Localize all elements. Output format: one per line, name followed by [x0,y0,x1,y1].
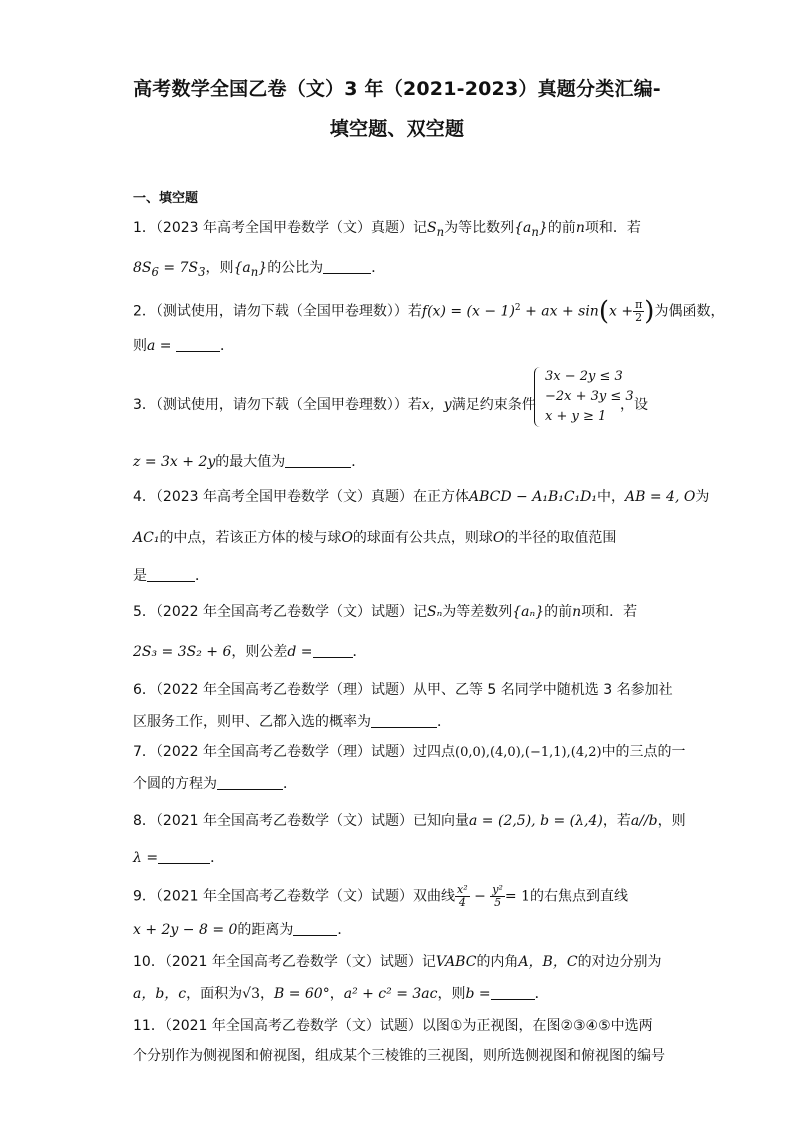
q3-line2-end: ． [351,454,366,470]
q7-text-b: 中的三点的一 [601,744,686,760]
q5-line2-d: d = [287,644,313,660]
question-4-line3 [133,566,209,586]
q4-cube: ABCD − A₁B₁C₁D₁ [469,489,598,505]
question-10-line2 [133,984,549,1004]
constraint-system [534,367,634,427]
question-6-line2 [133,712,451,732]
q8-vectors: a = (2,5), b = (λ,4) [469,813,603,829]
q4-line2-ac: AC₁ [133,530,160,546]
q9-four: 4 [458,896,466,909]
q4-line2-o2: O [492,530,505,546]
q5-seq: {aₙ} [512,604,545,620]
q7-prefix: 7．（2022 年全国高考乙卷数学（理）试题）过四点 [133,744,455,760]
q3-line2-eq: z = 3x + 2y [133,454,216,470]
question-3-line2 [133,452,365,472]
q9-line2-eq: x + 2y − 8 = 0 [133,922,238,938]
q3-text-c: ，设 [620,397,648,413]
q2-expr1: (x) = (x − 1) [427,303,515,320]
q1-seq-end: } [538,220,548,236]
q1-eq-sub6: 6 [151,264,159,279]
q5-prefix: 5．（2022 年全国高考乙卷数学（文）试题）记 [133,604,427,620]
q4-line2-c: 的球面有公共点，则球 [352,530,493,546]
answer-blank[interactable] [323,259,371,274]
q2-expr2: + ax + sin [520,303,599,320]
constraint-1: 3x − 2y ≤ 3 [545,369,623,384]
q9-five: 5 [494,896,502,909]
q4-prefix: 4．（2023 年高考全国甲卷数学（文）真题）在正方体 [133,489,469,505]
q11-text: 11．（2021 年全国高考乙卷数学（文）试题）以图①为正视图，在图②③④⑤中选两 [133,1018,653,1034]
q1-line2-b: ，则 [205,260,234,276]
section-heading: 一、填空题 [133,191,199,206]
q2-paren-open: ( [598,296,609,327]
question-8-line2 [133,848,224,868]
q10-line2-c: ， [259,986,274,1002]
constraint-3: x + y ≥ 1 [545,409,607,424]
q2-f: f [421,303,428,320]
answer-blank[interactable] [293,921,337,936]
q4-line3-a: 是 [133,568,147,584]
q7-points: (0,0),(4,0),(−1,1),(4,2) [455,745,602,760]
q5-line2-b: ，则公差 [231,644,288,660]
q1-line2-end: ． [371,260,386,276]
q10-b-eq: b = [465,986,491,1002]
q2-prefix: 2．（测试使用，请勿下载（全国甲卷理数））若 [133,303,422,320]
q10-angles: A，B，C [518,954,578,970]
q1-line2-c: 的公比为 [267,260,324,276]
q10-area: √3 [242,986,260,1002]
q10-text-c: 的对边分别为 [577,954,662,970]
question-7-line2 [133,774,297,794]
q1-line2-seq: {a [233,260,251,276]
answer-blank[interactable] [147,567,195,582]
question-6-line1 [133,680,673,700]
q6-line2-end: ． [437,714,451,730]
answer-blank[interactable] [371,713,437,728]
question-1-line1 [133,218,641,242]
question-5-line1 [133,602,637,622]
q3-prefix: 3．（测试使用，请勿下载（全国甲卷理数））若 [133,397,422,413]
q2-paren-close: ) [644,296,655,327]
q1-line2-seq-end: } [258,260,268,276]
q6-text: 6．（2022 年全国高考乙卷数学（理）试题）从甲、乙等 5 名同学中随机选 3 名参加社 [133,682,673,698]
q4-line2-d: 的半径的取值范围 [504,530,617,546]
question-3-line1 [133,395,536,415]
q9-y2: y² [492,883,503,896]
q8-parallel: a//b [630,813,658,829]
q5-line2-eq: 2S₃ = 3S₂ + 6 [133,644,232,660]
q2-expr3: x + [608,303,634,320]
question-4-line1 [133,487,709,507]
q5-text-d: 项和．若 [581,604,638,620]
q4-text-c: 为 [695,489,710,505]
q5-text-c: 的前 [544,604,573,620]
question-7-line1 [133,742,686,763]
q1-subscript: n [436,224,445,239]
q9-x2: x² [457,883,468,896]
q4-eq: AB = 4, O [625,489,696,505]
q5-line2-end: ． [352,644,367,660]
q7-line2-a: 个圆的方程为 [133,776,217,792]
q4-line3-end: ． [195,568,209,584]
q1-line2-seq-sub: n [250,264,259,279]
q3-line2-b: 的最大值为 [215,454,286,470]
question-9-line2 [133,920,351,940]
q10-line2-b: ，面积为 [186,986,243,1002]
page-title-line2: 填空题、双空题 [329,118,465,140]
q10-sides: a，b，c [133,986,187,1002]
answer-blank[interactable] [285,453,351,468]
q2-two: 2 [635,311,643,325]
q2-line2-eq: a = [147,338,172,354]
q2-square: 2 [514,303,521,313]
q8-text-b: ，若 [602,813,631,829]
q9-eq1: = 1 [504,888,530,905]
q5-n: n [572,604,582,620]
q1-seq: {a [514,220,532,236]
q9-frac-x [455,884,470,909]
q9-text-b: 的右焦点到直线 [529,888,628,905]
q10-line2-e: ，则 [437,986,466,1002]
q10-line2-end: ． [534,986,549,1002]
question-11-line1 [133,1016,653,1036]
q1-eq-b: = 7S [158,260,199,276]
q6-line2-a: 区服务工作，则甲、乙都入选的概率为 [133,714,371,730]
q4-line2-b: 的中点，若该正方体的棱与球 [159,530,342,546]
q10-triangle: VABC [435,954,477,970]
q1-eq-sub3: 3 [198,264,206,279]
q1-n: n [575,220,585,236]
question-2-line1 [133,296,725,327]
q10-eq: a² + c² = 3ac [343,986,438,1002]
question-1-line2 [133,258,385,282]
answer-blank[interactable] [313,643,353,658]
answer-blank[interactable] [158,849,210,864]
answer-blank[interactable] [217,775,283,790]
q1-eq-a: 8S [133,260,152,276]
q2-line2-a: 则 [133,338,147,354]
q7-line2-end: ． [283,776,297,792]
q8-prefix: 8．（2021 年全国高考乙卷数学（文）试题）已知向量 [133,813,469,829]
answer-blank[interactable] [176,337,220,352]
q2-fraction [633,299,644,324]
q3-xy: x，y [421,397,452,413]
question-5-line2 [133,642,367,662]
q1-symbol: S [427,220,437,236]
q8-text-c: ，则 [657,813,686,829]
q11-line2: 个分别作为侧视图和俯视图，组成某个三棱锥的三视图，则所选侧视图和俯视图的编号 [133,1048,665,1064]
q9-frac-y [490,884,505,909]
question-4-line2 [133,528,616,548]
question-9-line1: 9．（2021 年全国高考乙卷数学（文）试题）双曲线 $\frac{\text{x²}}{4}$ − $\frac{\text{y²}}{5}$ = 1的右焦点到直线 [133,883,628,909]
q3-text-b: 满足约束条件 [451,397,536,413]
q10-line2-d: ， [329,986,344,1002]
q2-pi: π [635,298,643,312]
q1-prefix: 1．（2023 年高考全国甲卷数学（文）真题）记 [133,220,427,236]
q10-prefix: 10．（2021 年全国高考乙卷数学（文）试题）记 [133,954,436,970]
question-2-line2 [133,336,234,356]
q5-text-b: 为等差数列 [442,604,513,620]
q8-lambda: λ = [133,850,159,866]
question-3-line1-tail [620,395,648,415]
question-11-line2 [133,1046,665,1066]
q4-line2-o: O [341,530,353,546]
q1-seq-sub: n [531,224,539,239]
q1-text-d: 项和．若 [584,220,641,236]
q10-angle-b: B = 60° [273,986,330,1002]
question-10-line1 [133,952,662,972]
q2-text-b: 为偶函数， [654,303,725,320]
question-8-line1 [133,811,686,831]
answer-blank[interactable] [491,985,535,1000]
q1-text-c: 的前 [547,220,576,236]
q9-line2-b: 的距离为 [237,922,294,938]
q10-text-b: 的内角 [476,954,519,970]
q4-text-b: 中， [597,489,626,505]
constraint-2: −2x + 3y ≤ 3 [545,389,634,404]
q9-prefix: 9．（2021 年全国高考乙卷数学（文）试题）双曲线 [133,888,455,905]
page-title-line1: 高考数学全国乙卷（文）3 年（2021-2023）真题分类汇编- [133,78,661,100]
q8-line2-end: ． [210,850,225,866]
q5-symbol: Sₙ [427,604,443,620]
q1-text-b: 为等比数列 [444,220,515,236]
q2-line2-end: ． [219,338,234,354]
q9-line2-end: ． [337,922,352,938]
